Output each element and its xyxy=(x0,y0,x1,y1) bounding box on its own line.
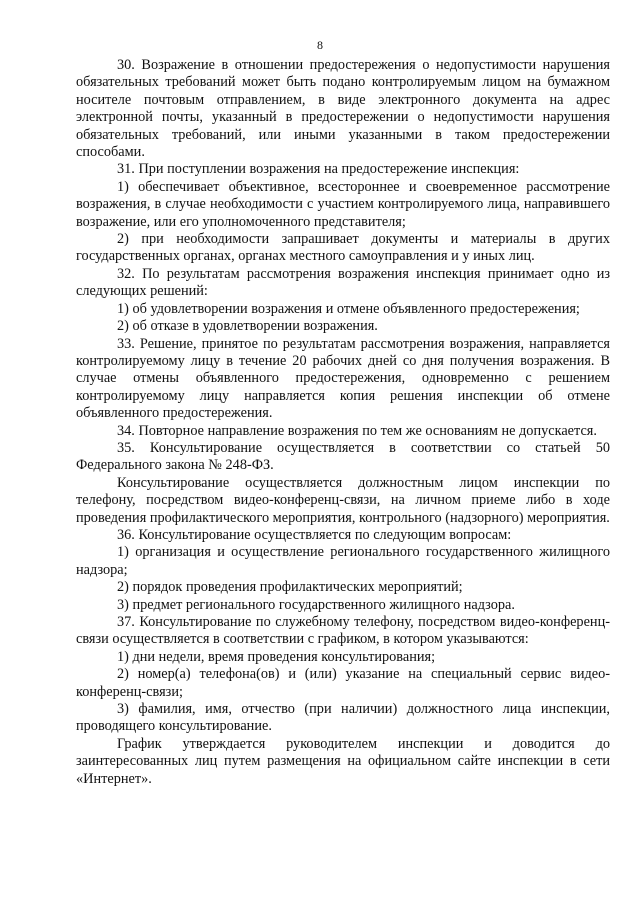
paragraph-37-item-2: 2) номер(а) телефона(ов) и (или) указание на специальный сервис видео-конференц-связи; xyxy=(76,666,610,700)
paragraph-32-item-1: 1) об удовлетворении возражения и отмене объявленного предостережения; xyxy=(117,300,580,317)
paragraph-35-continued: Консультирование осуществляется должностным лицом инспекции по телефону, посредством видео-конференц-связи, на личном приеме либо в ходе проведения профилактического мероприятия, контрольного (надзорного) мероприятия. xyxy=(76,474,610,526)
document-body xyxy=(76,57,610,788)
paragraph-36-item-2: 2) порядок проведения профилактических мероприятий; xyxy=(117,579,463,596)
paragraph-31: 31. При поступлении возражения на предостережение инспекция: xyxy=(117,161,520,178)
paragraph-30: 30. Возражение в отношении предостережения о недопустимости нарушения обязательных требований может быть подано контролируемым лицом на бумажном носителе почтовым отправлением, в виде электронного документа на адрес электронной почты, указанный в предостережении о недопустимости нарушения обязательных требований, или иными указанными в таком предостережении способами. xyxy=(76,57,610,161)
page-number: 8 xyxy=(317,38,323,52)
paragraph-37-item-1: 1) дни недели, время проведения консультирования; xyxy=(117,648,436,665)
paragraph-36-item-3: 3) предмет регионального государственного жилищного надзора. xyxy=(117,596,515,613)
paragraph-31-item-2: 2) при необходимости запрашивает документы и материалы в других государственных органах, органах местного самоуправления и у иных лиц. xyxy=(76,231,610,265)
paragraph-31-item-1: 1) обеспечивает объективное, всестороннее и своевременное рассмотрение возражения, в случае необходимости с участием контролируемого лица, направившего возражение, или его уполномоченного представителя; xyxy=(76,178,610,230)
paragraph-37-item-3: 3) фамилия, имя, отчество (при наличии) должностного лица инспекции, проводящего консультирование. xyxy=(76,701,610,735)
paragraph-32-item-2: 2) об отказе в удовлетворении возражения. xyxy=(117,318,378,335)
paragraph-35: 35. Консультирование осуществляется в соответствии со статьей 50 Федерального закона № 248-ФЗ. xyxy=(76,439,610,474)
paragraph-33: 33. Решение, принятое по результатам рассмотрения возражения, направляется контролируемому лицу в течение 20 рабочих дней со дня получения возражения. В случае отмены объявленного предостережения, одновременно с решением контролируемому лицу направляется копия решения инспекции об отмене объявленного предостережения. xyxy=(76,335,610,422)
paragraph-36-item-1: 1) организация и осуществление регионального государственного жилищного надзора; xyxy=(76,544,610,578)
paragraph-36: 36. Консультирование осуществляется по следующим вопросам: xyxy=(117,526,512,543)
paragraph-37: 37. Консультирование по служебному телефону, посредством видео-конференц-связи осуществляется в соответствии с графиком, в котором указываются: xyxy=(76,614,610,648)
paragraph-32: 32. По результатам рассмотрения возражения инспекция принимает одно из следующих решений: xyxy=(76,265,610,300)
paragraph-34: 34. Повторное направление возражения по тем же основаниям не допускается. xyxy=(117,422,597,439)
paragraph-schedule: График утверждается руководителем инспекции и доводится до заинтересованных лиц путем размещения на официальном сайте инспекции в сети «Интернет». xyxy=(76,735,610,787)
